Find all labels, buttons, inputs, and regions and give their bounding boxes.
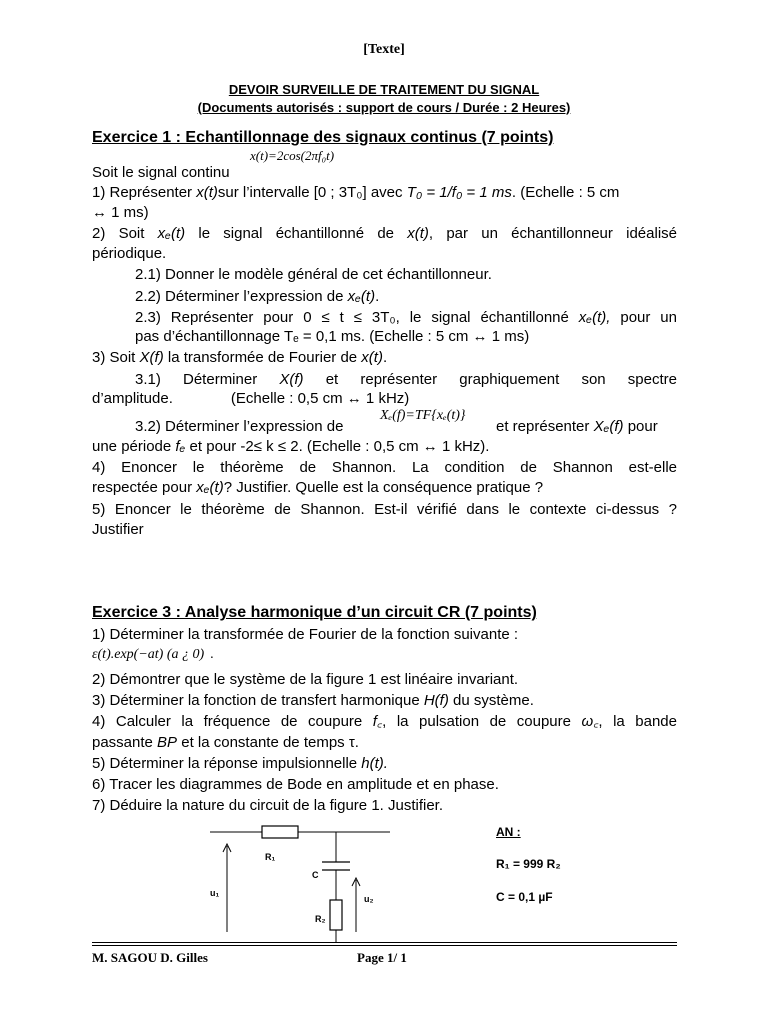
resistor-r2 — [330, 900, 342, 930]
text: et représenter — [496, 418, 594, 435]
ex1-question-2-2 — [135, 287, 677, 307]
text: d’amplitude. — [92, 390, 173, 407]
document-title: DEVOIR SURVEILLE DE TRAITEMENT DU SIGNAL — [228, 82, 540, 97]
exercise-1-title: Exercice 1 : Echantillonnage des signaux continus (7 points) — [92, 129, 554, 146]
text: 3) Déterminer la fonction de transfert harmonique — [92, 692, 424, 709]
var: xₑ(t) — [157, 225, 186, 242]
var: xₑ(t) — [196, 479, 224, 496]
ex1-question-5: 5) Enoncer le théorème de Shannon. Est-il vérifié dans le contexte ci-dessus ? — [92, 501, 677, 518]
text: du système. — [448, 692, 534, 709]
ex1-question-1 — [92, 183, 677, 203]
ex1-intro: Soit le signal continu — [92, 164, 230, 181]
text: 4) Calculer la fréquence de coupure — [92, 713, 373, 730]
ex3-question-2: 2) Démontrer que le système de la figure 1 est linéaire invariant. — [92, 671, 519, 688]
exercise-3-title: Exercice 3 : Analyse harmonique d’un circuit CR (7 points) — [92, 604, 537, 621]
var: T₀ = 1/f₀ = 1 ms — [406, 184, 512, 201]
text: . — [382, 349, 388, 366]
text: et la constante de temps τ. — [177, 734, 359, 751]
signal-formula: x(t)=2cos(2πf₀t) — [250, 148, 335, 163]
ex3-question-1: 1) Déterminer la transformée de Fourier de la fonction suivante : — [92, 626, 519, 643]
ex1-question-4: 4) Enoncer le théorème de Shannon. La condition de Shannon est-elle — [92, 459, 677, 476]
var: x(t) — [407, 225, 429, 242]
ex3-question-5 — [92, 754, 677, 774]
text: ? Justifier. Quelle est la conséquence pratique ? — [223, 479, 544, 496]
text: 3.1) Déterminer — [135, 371, 280, 388]
text: une période — [92, 438, 176, 455]
text: 3) Soit — [92, 349, 140, 366]
ex1-question-5-cont: Justifier — [92, 521, 144, 538]
text: pour — [623, 418, 658, 435]
footer-rule — [92, 942, 677, 946]
text: respectée pour — [92, 479, 197, 496]
ex3-question-6: 6) Tracer les diagrammes de Bode en amplitude et en phase. — [92, 776, 499, 793]
spectrum-formula: Xₑ(f)=TF{xₑ(t)} — [380, 408, 466, 423]
label-c: C — [312, 870, 319, 880]
text: , la pulsation de coupure — [382, 713, 582, 730]
text: , la bande — [598, 713, 677, 730]
ex1-question-2-cont: périodique. — [92, 245, 167, 262]
text: 2) Soit — [92, 225, 158, 242]
text: et pour -2≤ k ≤ 2. (Echelle : 0,5 cm ↔ 1 kHz). — [185, 438, 490, 455]
var: X(f) — [279, 371, 304, 388]
ex1-question-3-1 — [135, 370, 677, 390]
text: 2.3) Représenter pour 0 ≤ t ≤ 3T₀, le signal échantillonné — [135, 309, 579, 326]
text: . (Echelle : 5 cm — [511, 184, 620, 201]
text: sur l’intervalle [0 ; 3T₀] avec — [217, 184, 407, 201]
an-c-value: C = 0,1 µF — [496, 890, 553, 904]
ex1-question-2-3 — [135, 308, 677, 328]
footer-page-number: Page 1/ 1 — [357, 950, 407, 965]
text: 5) Déterminer la réponse impulsionnelle — [92, 755, 362, 772]
ex3-question-4-cont — [92, 733, 677, 753]
ex1-question-2-1: 2.1) Donner le modèle général de cet échantillonneur. — [135, 266, 492, 283]
ex1-question-4-cont — [92, 478, 677, 498]
var: ω꜀ — [581, 713, 599, 730]
page-header: [Texte] — [363, 42, 405, 57]
label-u2: u₂ — [364, 894, 374, 904]
ex1-question-3-2-right — [496, 417, 677, 437]
label-r1: R₁ — [265, 852, 276, 862]
document-subtitle: (Documents autorisés : support de cours / Durée : 2 Heures) — [197, 100, 571, 115]
ex1-question-3-2-cont — [92, 437, 677, 457]
text: 3.2) Déterminer l’expression de — [135, 418, 344, 435]
text: le signal échantillonné de — [185, 225, 408, 242]
var: BP — [157, 734, 178, 751]
ex3-question-4 — [92, 712, 677, 732]
var: H(f) — [423, 692, 449, 709]
an-r1-value: R₁ = 999 R₂ — [496, 857, 561, 871]
text: (Echelle : 0,5 cm ↔ 1 kHz) — [230, 390, 410, 407]
ex3-question-7: 7) Déduire la nature du circuit de la figure 1. Justifier. — [92, 797, 444, 814]
resistor-r1 — [262, 826, 298, 838]
an-title: AN : — [496, 825, 521, 839]
footer-author: M. SAGOU D. Gilles — [92, 950, 208, 965]
ex3-question-3 — [92, 691, 677, 711]
text: . — [375, 288, 380, 305]
text: et représenter graphiquement son spectre — [303, 371, 677, 388]
text: 1) Représenter — [92, 184, 197, 201]
text: passante — [92, 734, 158, 751]
var: X(f) — [139, 349, 164, 366]
text: pour un — [610, 309, 677, 326]
var: xₑ(t), — [578, 309, 611, 326]
text: ε(t).exp(−at) (a ¿ 0) — [92, 647, 205, 662]
label-u1: u₁ — [210, 888, 220, 898]
var: x(t) — [361, 349, 383, 366]
function-formula — [92, 647, 214, 663]
text: 2.2) Déterminer l’expression de — [135, 288, 348, 305]
ex1-question-3-1-cont — [92, 389, 677, 409]
var: f꜀ — [372, 713, 383, 730]
ex1-question-3 — [92, 348, 677, 368]
var: h(t). — [361, 755, 388, 772]
ex1-question-2-3-cont: pas d’échantillonnage Tₑ = 0,1 ms. (Echelle : 5 cm ↔ 1 ms) — [135, 328, 530, 345]
var: x(t) — [196, 184, 218, 201]
cr-circuit-diagram — [200, 820, 420, 945]
label-r2: R₂ — [315, 914, 326, 924]
var: Xₑ(f) — [593, 418, 624, 435]
text: . — [210, 647, 214, 662]
var: fₑ — [175, 438, 186, 455]
var: xₑ(t) — [347, 288, 376, 305]
ex1-question-2 — [92, 224, 677, 244]
text: , par un échantillonneur idéalisé — [428, 225, 677, 242]
text: la transformée de Fourier de — [163, 349, 362, 366]
ex1-question-1-cont: ↔ 1 ms) — [92, 204, 149, 221]
